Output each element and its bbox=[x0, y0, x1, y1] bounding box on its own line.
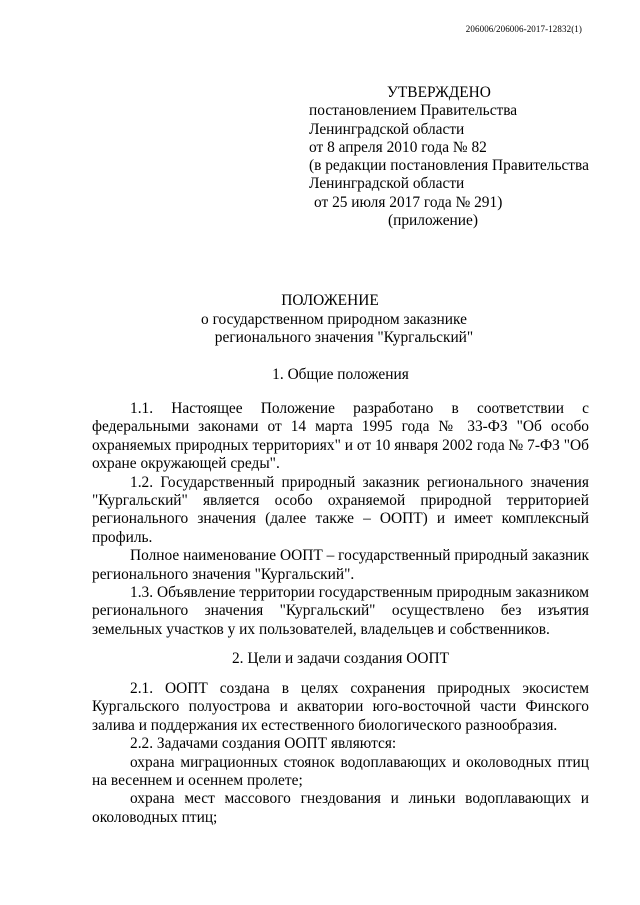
task-item: охрана мест массового гнездования и линьки водоплавающих и околоводных птиц; bbox=[92, 790, 589, 826]
section-2-body bbox=[92, 680, 589, 827]
paragraph-2-1: 2.1. ООПТ создана в целях сохранения природных экосистем Кургальского полуострова и акватории юго-восточной части Финского залива и поддержания их естественного биологического разнообразия. bbox=[92, 680, 589, 734]
section-1-body bbox=[92, 400, 589, 639]
approval-line: постановлением Правительства bbox=[309, 102, 518, 120]
approval-line: (приложение) bbox=[388, 212, 478, 230]
section-2-title: 2. Цели и задачи создания ООПТ bbox=[231, 650, 450, 667]
approval-line: от 25 июля 2017 года № 291) bbox=[314, 193, 503, 211]
approval-stamp bbox=[309, 84, 609, 230]
task-item: охрана миграционных стоянок водоплавающих и околоводных птиц на весеннем и осеннем пролете; bbox=[92, 753, 589, 790]
approval-line: (в редакции постановления Правительства bbox=[309, 157, 589, 175]
paragraph-1-1: 1.1. Настоящее Положение разработано в соответствии с федеральными законами от 14 марта 1995 года № 33-ФЗ "Об особо охраняемых природных территориях" и от 10 января 2002 года № 7-ФЗ "Об охране окружающей среды". bbox=[92, 400, 589, 473]
title-line: регионального значения "Кургальский" bbox=[214, 329, 474, 346]
title-line: ПОЛОЖЕНИЕ bbox=[281, 292, 379, 309]
approval-line: Ленинградской области bbox=[309, 175, 465, 193]
document-id: 206006/206006-2017-12832(1) bbox=[465, 24, 582, 34]
title-line: о государственном природном заказнике bbox=[201, 310, 467, 328]
approval-line: от 8 апреля 2010 года № 82 bbox=[309, 138, 487, 156]
section-1-title: 1. Общие положения bbox=[272, 366, 409, 383]
document-title bbox=[0, 292, 640, 348]
paragraph-1-2: 1.2. Государственный природный заказник регионального значения "Кургальский" является особо охраняемой природной территорией регионального значения (далее также – ООПТ) и имеет комплексный профиль. bbox=[92, 473, 589, 546]
approval-heading: УТВЕРЖДЕНО bbox=[387, 84, 491, 101]
paragraph-1-3: 1.3. Объявление территории государственным природным заказником регионального значения "Кургальский" осуществлено без изъятия земельных участков у их пользователей, владельцев и собственников. bbox=[92, 584, 589, 638]
paragraph-2-2: 2.2. Задачами создания ООПТ являются: bbox=[130, 735, 397, 753]
approval-line: Ленинградской области bbox=[309, 120, 465, 138]
paragraph-1-2-full-name: Полное наименование ООПТ – государственный природный заказник регионального значения "Кургальский". bbox=[92, 547, 589, 583]
